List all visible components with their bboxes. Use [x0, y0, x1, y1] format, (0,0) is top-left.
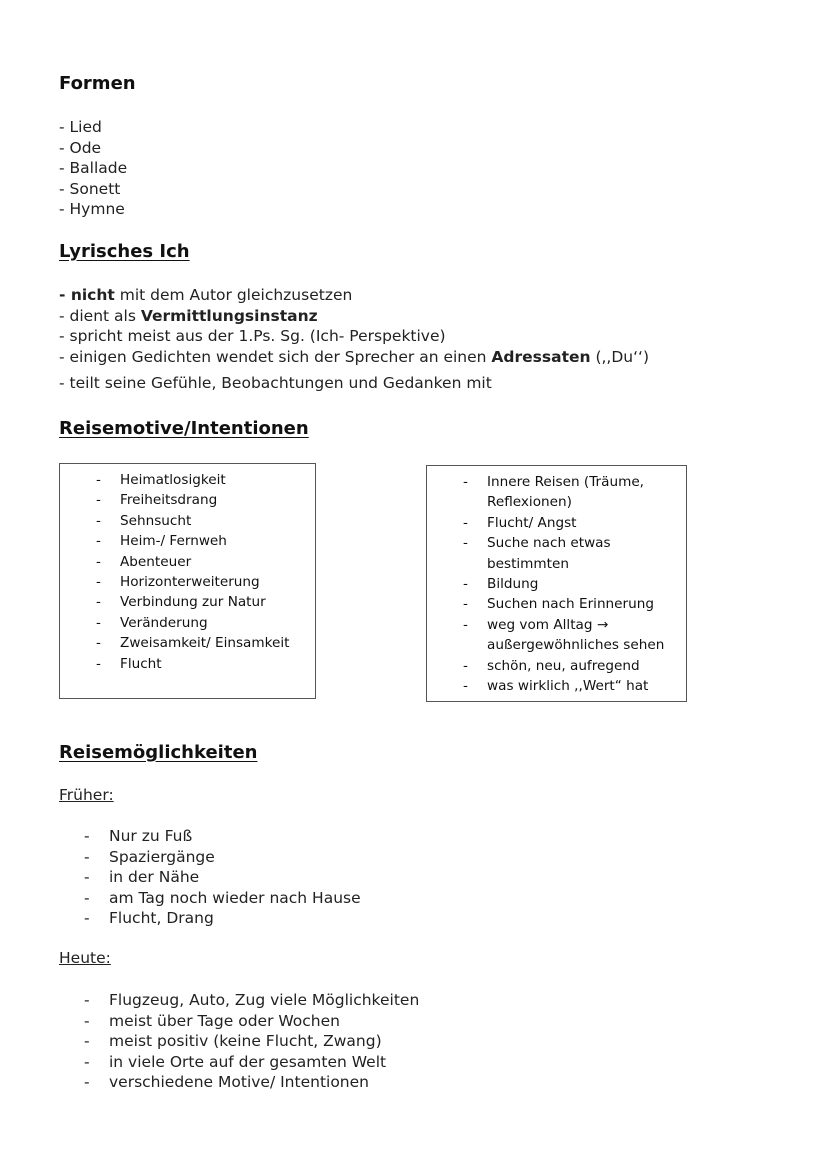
motive-box-left [59, 463, 316, 699]
list-item: - Freiheitsdrang [60, 490, 315, 510]
list-item: - in viele Orte auf der gesamten Welt [59, 1052, 419, 1073]
list-item: - Lied [59, 118, 102, 136]
text: - dient als [59, 306, 141, 325]
text: - einigen Gedichten wendet sich der Sprecher an einen [59, 347, 492, 366]
list-item: - spricht meist aus der 1.Ps. Sg. (Ich- Perspektive) [59, 327, 446, 345]
list-item: - Nur zu Fuß [59, 826, 361, 847]
bold-text: - nicht [59, 286, 115, 304]
section-heading-lyrisches-ich: Lyrisches Ich [59, 241, 190, 262]
list-item: - am Tag noch wieder nach Hause [59, 888, 361, 909]
list-item: - in der Nähe [59, 867, 361, 888]
list-item: - Ode [59, 138, 102, 157]
list-item: - verschiedene Motive/ Intentionen [59, 1072, 419, 1093]
motive-box-right [426, 465, 687, 702]
list-item: - Spaziergänge [59, 847, 361, 868]
list-item: - Hymne [59, 200, 125, 218]
list-item: - Veränderung [60, 613, 315, 633]
list-item: - Bildung [427, 574, 686, 594]
list-item [59, 285, 649, 306]
list-item [59, 306, 649, 327]
formen-list [59, 117, 127, 220]
motive-list-right [427, 472, 686, 696]
list-item: - Heimatlosigkeit [60, 470, 315, 490]
list-item: - Verbindung zur Natur [60, 592, 315, 612]
section-heading-formen: Formen [59, 73, 136, 94]
list-item: - Innere Reisen (Träume, [427, 472, 686, 492]
list-item-continuation [427, 554, 686, 574]
section-heading-reisemoeglichkeiten: Reisemöglichkeiten [59, 742, 258, 763]
list-item: - teilt seine Gefühle, Beobachtungen und Gedanken mit [59, 374, 492, 392]
list-item: - was wirklich ,,Wert“ hat [427, 676, 686, 696]
list-item: - Suchen nach Erinnerung [427, 594, 686, 614]
text: Reflexionen) [487, 494, 572, 511]
list-item: - Ballade [59, 159, 128, 177]
text: mit dem Autor gleichzusetzen [114, 286, 353, 304]
list-item: - Flucht, Drang [59, 908, 361, 929]
list-item: - Heim-/ Fernweh [60, 531, 315, 551]
list-item: - schön, neu, aufregend [427, 656, 686, 676]
list-item: - Flugzeug, Auto, Zug viele Möglichkeiten [59, 990, 419, 1011]
list-item: - Flucht [60, 654, 315, 674]
subheading-heute: Heute: [59, 949, 111, 967]
lyrisches-ich-list [59, 285, 649, 394]
list-item: - Flucht/ Angst [427, 513, 686, 533]
list-item: - weg vom Alltag → [427, 615, 686, 635]
text: (,,Du‘‘) [590, 347, 650, 366]
bold-text: Adressaten [491, 347, 591, 366]
subheading-frueher: Früher: [59, 786, 114, 804]
list-item: - Horizonterweiterung [60, 572, 315, 592]
list-item: - Abenteuer [60, 552, 315, 572]
frueher-list [59, 826, 361, 929]
list-item: - meist positiv (keine Flucht, Zwang) [59, 1031, 419, 1052]
list-item [59, 347, 649, 368]
text: bestimmten [487, 555, 569, 572]
bold-text: Vermittlungsinstanz [140, 306, 318, 325]
list-item: - Suche nach etwas [427, 533, 686, 553]
list-item: - meist über Tage oder Wochen [59, 1011, 419, 1032]
list-item: - Sehnsucht [60, 511, 315, 531]
text: außergewöhnliches sehen [487, 637, 665, 654]
section-heading-reisemotive: Reisemotive/Intentionen [59, 418, 309, 439]
heute-list [59, 990, 419, 1093]
motive-list-left [60, 470, 315, 674]
list-item-continuation [427, 492, 686, 512]
list-item: - Sonett [59, 179, 121, 198]
list-item: - Zweisamkeit/ Einsamkeit [60, 633, 315, 653]
list-item-continuation [427, 635, 686, 655]
